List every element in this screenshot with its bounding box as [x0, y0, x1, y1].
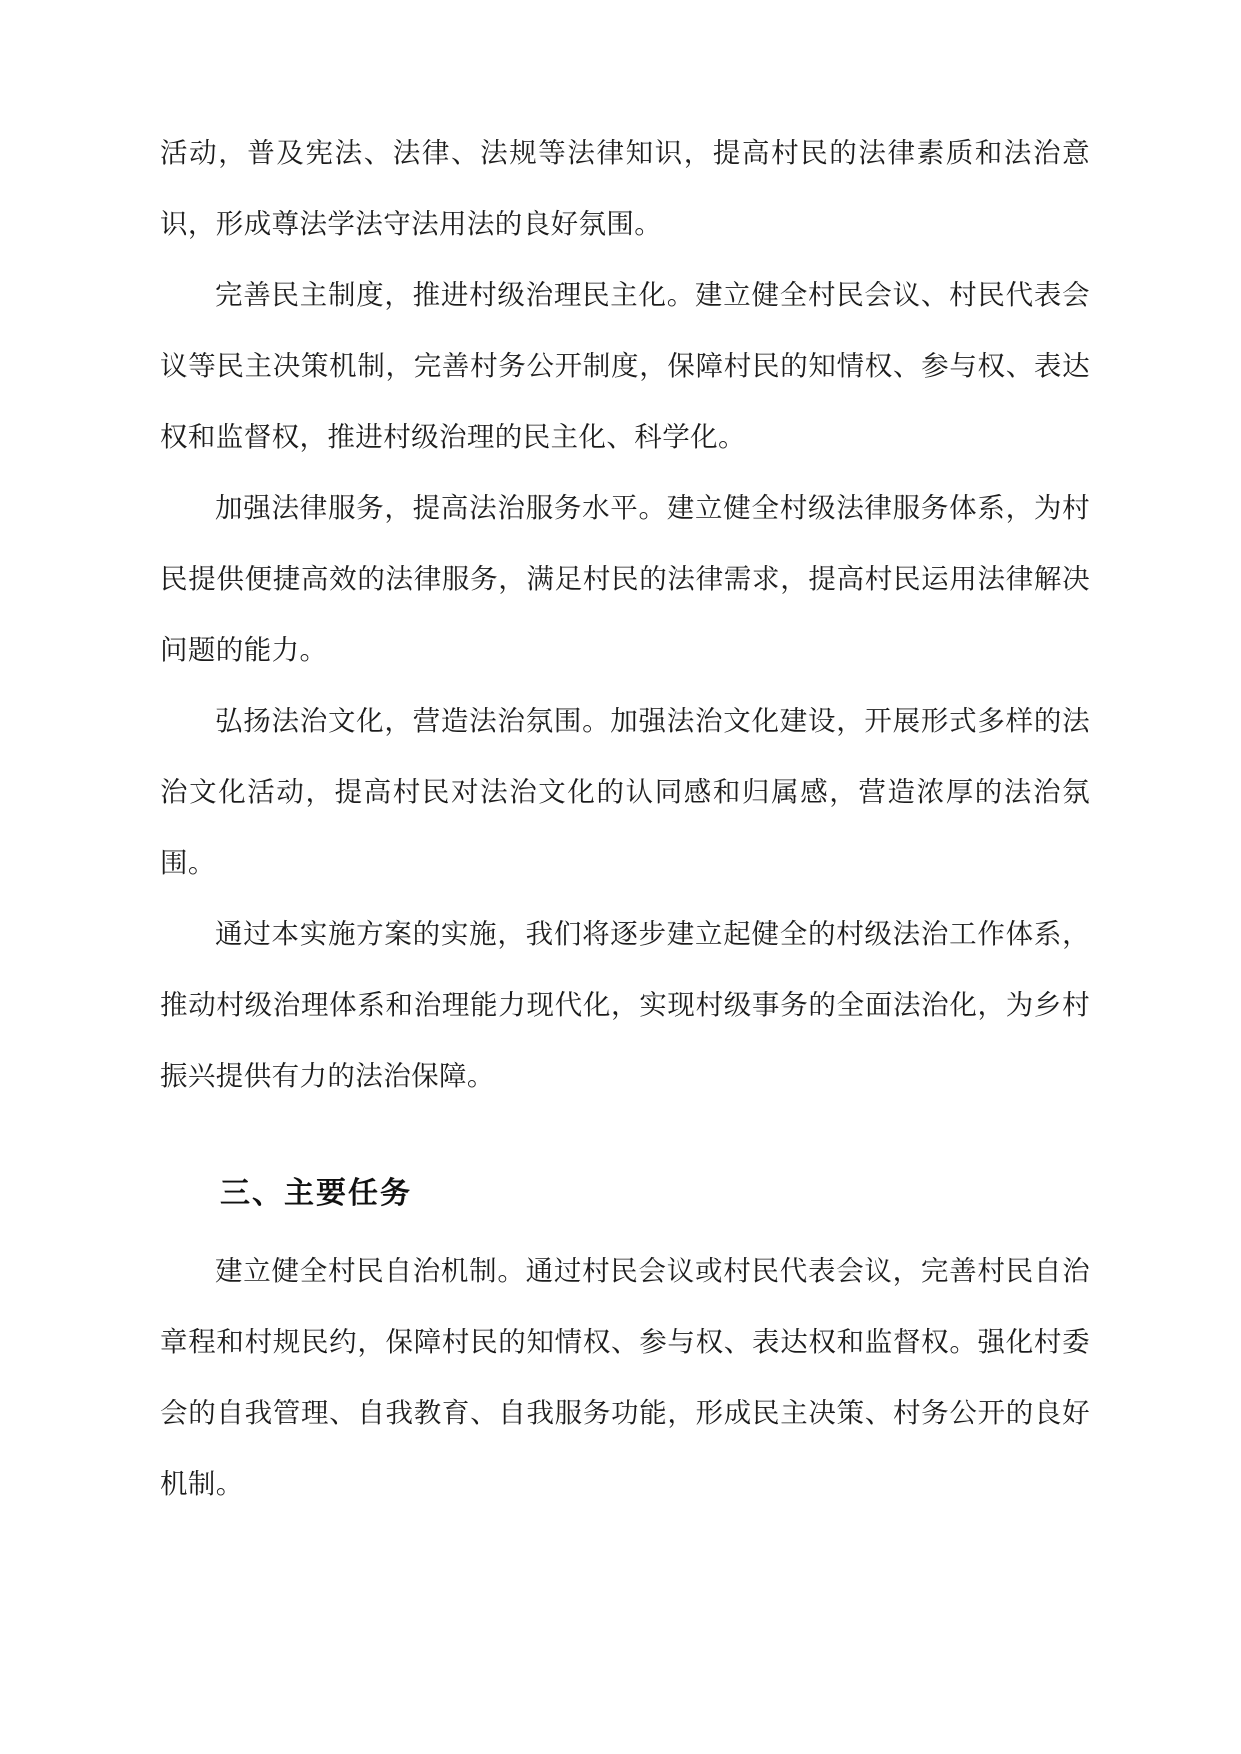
- paragraph: 建立健全村民自治机制。通过村民会议或村民代表会议，完善村民自治章程和村规民约，保障村民的知情权、参与权、表达权和监督权。强化村委会的自我管理、自我教育、自我服务功能，形成民主决策、村务公开的良好机制。: [160, 1255, 1090, 1500]
- paragraph: 弘扬法治文化，营造法治氛围。加强法治文化建设，开展形式多样的法治文化活动，提高村民对法治文化的认同感和归属感，营造浓厚的法治氛围。: [160, 705, 1090, 879]
- paragraph: 完善民主制度，推进村级治理民主化。建立健全村民会议、村民代表会议等民主决策机制，完善村务公开制度，保障村民的知情权、参与权、表达权和监督权，推进村级治理的民主化、科学化。: [160, 279, 1090, 453]
- section-heading: 三、主要任务: [220, 1176, 412, 1211]
- document-body: [160, 118, 1090, 1520]
- paragraph: 活动，普及宪法、法律、法规等法律知识，提高村民的法律素质和法治意识，形成尊法学法守法用法的良好氛围。: [160, 137, 1090, 240]
- paragraph: 加强法律服务，提高法治服务水平。建立健全村级法律服务体系，为村民提供便捷高效的法律服务，满足村民的法律需求，提高村民运用法律解决问题的能力。: [160, 492, 1090, 666]
- spacer: [160, 1112, 1090, 1158]
- paragraph: 通过本实施方案的实施，我们将逐步建立起健全的村级法治工作体系，推动村级治理体系和治理能力现代化，实现村级事务的全面法治化，为乡村振兴提供有力的法治保障。: [160, 918, 1090, 1092]
